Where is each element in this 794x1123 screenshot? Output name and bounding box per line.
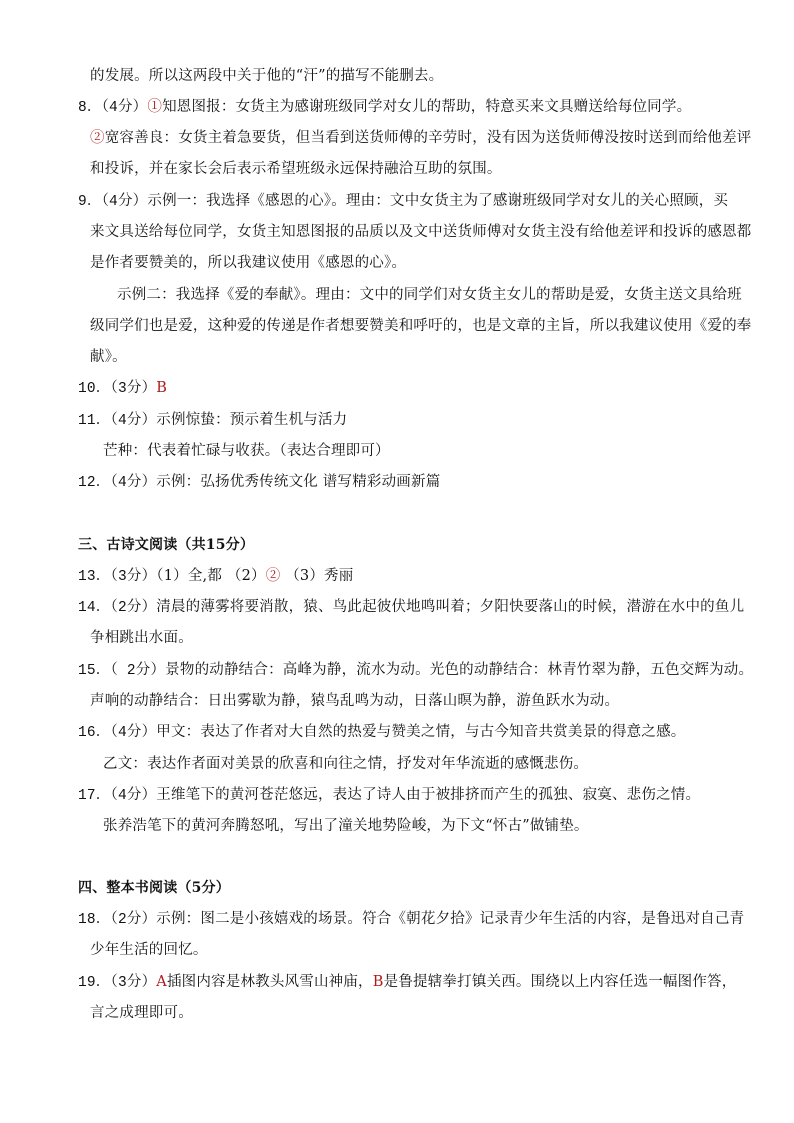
answer-line: 示例二：我选择《爱的奉献》。理由：文中的同学们对女货主女儿的帮助是爱，女货主送文具给班 bbox=[117, 287, 742, 303]
circled-number: ② bbox=[265, 568, 281, 584]
answer-line: 乙文：表达作者面对美景的欣喜和向往之情，抒发对年华流逝的感慨悲伤。 bbox=[103, 756, 589, 772]
answer-line: 献》。 bbox=[90, 349, 127, 365]
question-number: 17． bbox=[78, 788, 111, 804]
question-number: 11． bbox=[78, 413, 111, 429]
question-17-line: 17．（4分）王维笔下的黄河苍茫悠远，表达了诗人由于被排挤而产生的孤独、寂寞、悲伤之情。 bbox=[78, 787, 701, 804]
question-15-line: 15．（ 2分）景物的动静结合：高峰为静，流水为动。光色的动静结合：林青竹翠为静，五色交辉为动。 bbox=[78, 662, 754, 679]
answer-line: 少年生活的回忆。 bbox=[90, 942, 208, 958]
question-9-line: 9．（4分）示例一：我选择《感恩的心》。理由：文中女货主为了感谢班级同学对女儿的关心照顾，买 bbox=[78, 193, 729, 210]
answer-line: 的发展。所以这两段中关于他的“汗”的描写不能删去。 bbox=[90, 68, 444, 84]
answer-line: 来文具送给每位同学，女货主知恩图报的品质以及文中送货师傅对女货主没有给他差评和投诉的感恩都 bbox=[90, 224, 752, 240]
question-10-line bbox=[78, 378, 167, 399]
answer-line: 芒种：代表着忙碌与收获。（表达合理即可） bbox=[103, 443, 390, 459]
score: （3分） bbox=[110, 381, 157, 397]
answer-line: 声响的动静结合：日出雾歇为静，猿鸟乱鸣为动，日落山暝为静，游鱼跃水为动。 bbox=[90, 693, 620, 709]
score: （4分） bbox=[101, 100, 148, 116]
score: （ 2分） bbox=[110, 663, 166, 679]
circled-number: ② bbox=[90, 130, 105, 146]
answer-line: 级同学们也是爱，这种爱的传递是作者想要赞美和呼吁的，也是文章的主旨，所以我建议使用《爱的奉 bbox=[90, 318, 752, 334]
question-18-line: 18．（2分）示例：图二是小孩嬉戏的场景。符合《朝花夕拾》记录青少年生活的内容，是鲁迅对自己青 bbox=[78, 911, 745, 928]
score: （4分） bbox=[110, 475, 157, 491]
answer-letter: B bbox=[372, 974, 384, 990]
score: （4分） bbox=[110, 413, 157, 429]
section-heading: 三、古诗文阅读（共15分） bbox=[78, 537, 255, 553]
question-14-line: 14．（2分）清晨的薄雾将要消散，猿、鸟此起彼伏地鸣叫着；夕阳快要落山的时候，潜游在水中的鱼儿 bbox=[78, 599, 745, 616]
question-number: 13． bbox=[78, 569, 111, 585]
score: （3分） bbox=[110, 975, 157, 991]
question-number: 16． bbox=[78, 725, 111, 741]
answer-line: 言之成理即可。 bbox=[90, 1005, 193, 1021]
circled-number: ① bbox=[147, 99, 163, 115]
question-13-line: 13．（3分）（1）全,都 （2）② （3）秀丽 bbox=[78, 568, 354, 585]
score: （3分） bbox=[110, 569, 157, 585]
answer-line: 是作者要赞美的，所以我建议使用《感恩的心》。 bbox=[90, 255, 407, 271]
section-heading: 四、整本书阅读（5分） bbox=[78, 880, 230, 896]
question-12-line: 12．（4分）示例：弘扬优秀传统文化 谱写精彩动画新篇 bbox=[78, 474, 441, 491]
question-number: 18． bbox=[78, 912, 111, 928]
question-11-line: 11．（4分）示例惊蛰：预示着生机与活力 bbox=[78, 412, 348, 429]
question-number: 14． bbox=[78, 600, 111, 616]
score: （2分） bbox=[110, 912, 157, 928]
question-16-line: 16．（4分）甲文：表达了作者对大自然的热爱与赞美之情，与古今知音共赏美景的得意之感。 bbox=[78, 724, 686, 741]
question-number: 10． bbox=[78, 381, 111, 397]
score: （4分） bbox=[101, 194, 148, 210]
score: （4分） bbox=[110, 788, 157, 804]
answer-line: 和投诉，并在家长会后表示希望班级永远保持融洽互助的氛围。 bbox=[90, 161, 502, 177]
question-number: 19． bbox=[78, 975, 111, 991]
question-number: 9． bbox=[78, 194, 102, 210]
score: （2分） bbox=[110, 600, 157, 616]
question-19-line: 19．（3分）A插图内容是林教头风雪山神庙，B是鲁提辖拳打镇关西。围绕以上内容任选一幅图作答， bbox=[78, 974, 737, 991]
question-number: 15． bbox=[78, 663, 111, 679]
answer-letter: B bbox=[156, 380, 168, 396]
question-number: 12． bbox=[78, 475, 111, 491]
question-number: 8． bbox=[78, 100, 102, 116]
answer-line: 争相跳出水面。 bbox=[90, 630, 193, 646]
answer-letter: A bbox=[156, 974, 167, 990]
question-8-line: 8．（4分）①知恩图报：女货主为感谢班级同学对女儿的帮助，特意买来文具赠送给每位同学。 bbox=[78, 99, 692, 116]
score: （4分） bbox=[110, 725, 157, 741]
answer-line: 张养浩笔下的黄河奔腾怒吼，写出了潼关地势险峻，为下文“怀古”做铺垫。 bbox=[103, 818, 589, 834]
answer-line: ②宽容善良：女货主着急要货，但当看到送货师傅的辛劳时，没有因为送货师傅没按时送到而给他差评 bbox=[90, 130, 752, 146]
